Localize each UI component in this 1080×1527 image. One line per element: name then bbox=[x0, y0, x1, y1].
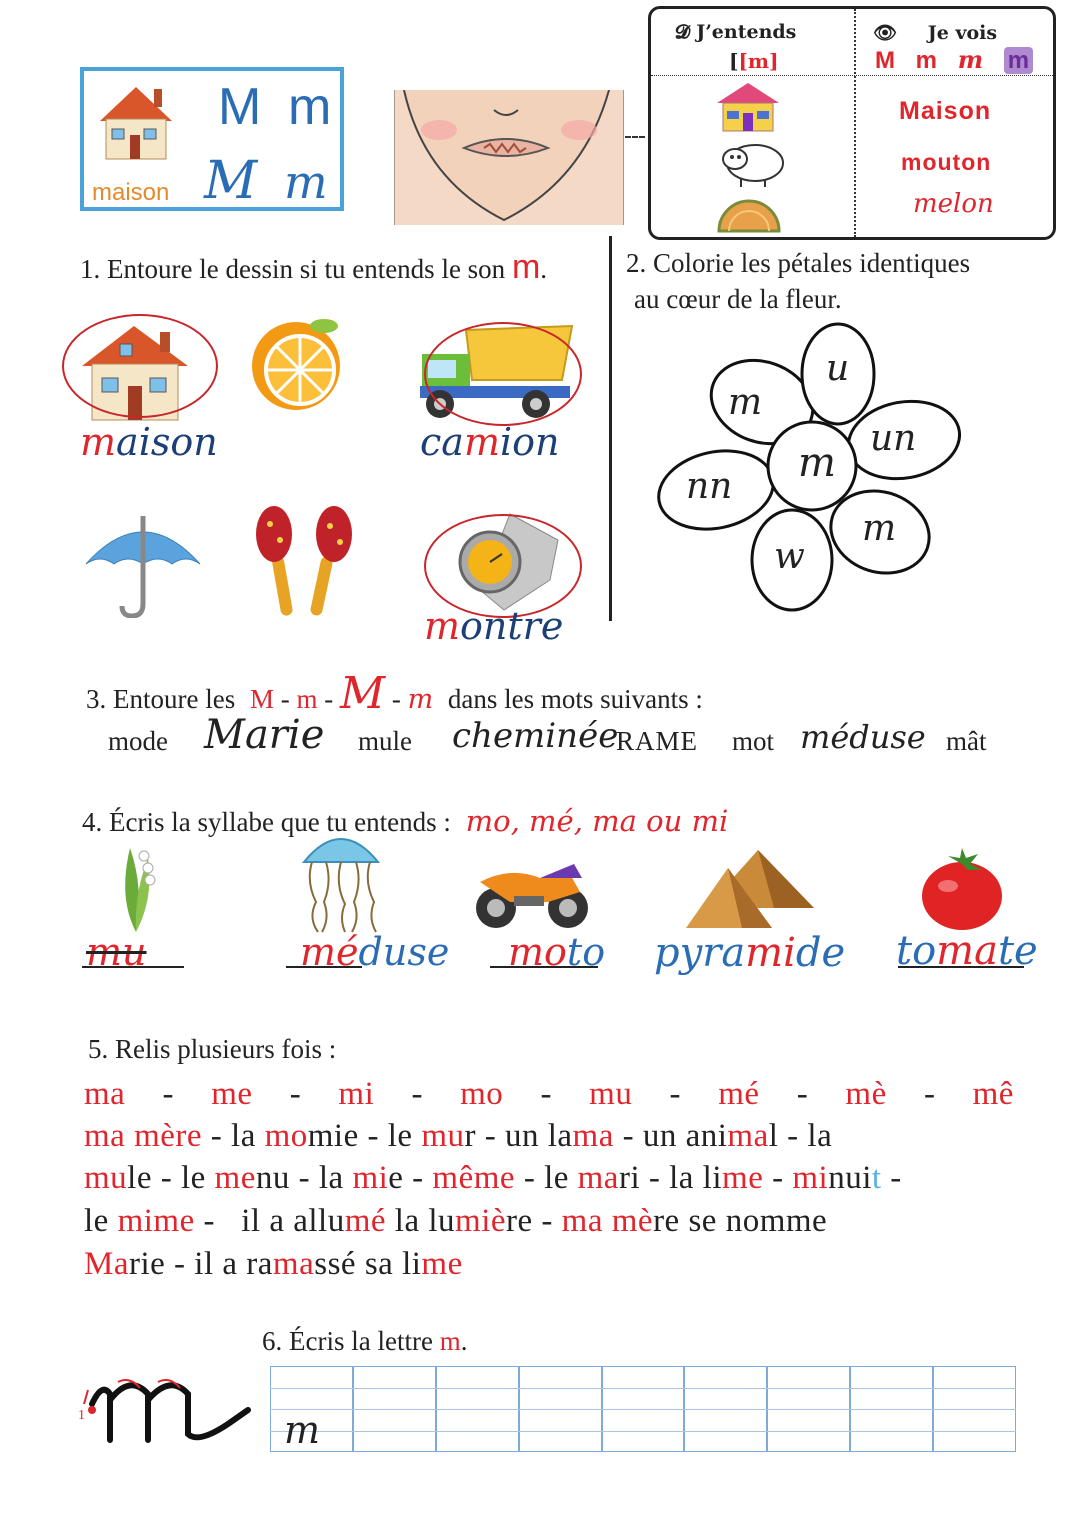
reading-fragment: mé bbox=[344, 1203, 387, 1239]
reading-fragment: mère bbox=[125, 1118, 203, 1154]
reading-fragment: ri - la li bbox=[618, 1160, 723, 1196]
reading-fragment: - bbox=[763, 1160, 793, 1196]
reading-fragment: - un ani bbox=[613, 1118, 728, 1154]
ex3-word: mule bbox=[358, 726, 412, 756]
petal-letter: w bbox=[774, 536, 805, 577]
reading-fragment: ssé sa li bbox=[314, 1246, 422, 1282]
ex4-instruction: 4. Écris la syllabe que tu entends : mo, mé, ma ou mi bbox=[82, 804, 729, 838]
connector-line bbox=[625, 136, 645, 138]
reading-fragment: me bbox=[421, 1246, 463, 1282]
table-divider bbox=[651, 75, 1053, 76]
reading-fragment: mi bbox=[117, 1203, 154, 1239]
reading-fragment: mê bbox=[432, 1160, 474, 1196]
orange-icon bbox=[246, 314, 354, 414]
flower-center-letter: m bbox=[798, 440, 836, 486]
answer-circle bbox=[424, 514, 582, 618]
motorbike-icon bbox=[470, 856, 594, 930]
reading-fragment: le bbox=[84, 1203, 118, 1239]
column-separator bbox=[609, 236, 612, 621]
writing-grid[interactable] bbox=[270, 1366, 1016, 1452]
answer-tomate: tomate bbox=[896, 928, 1038, 974]
reading-fragment: mè bbox=[611, 1203, 654, 1239]
reading-fragment: la lu bbox=[386, 1203, 456, 1239]
ex1-instruction: 1. Entoure le dessin si tu entends le son m. bbox=[80, 248, 548, 286]
reading-fragment: me bbox=[722, 1160, 764, 1196]
ex3-word: mot bbox=[732, 726, 775, 756]
reading-fragment: - la bbox=[202, 1118, 265, 1154]
reading-fragment: ma bbox=[272, 1246, 315, 1282]
reading-fragment: mo bbox=[264, 1118, 308, 1154]
reading-fragment: rie - il a ra bbox=[129, 1246, 273, 1282]
pyramid-icon bbox=[686, 848, 818, 932]
ex3-word: mode bbox=[108, 726, 168, 756]
table-divider bbox=[854, 9, 856, 237]
grid-guide-line bbox=[270, 1388, 1016, 1389]
see-letter: m bbox=[1004, 47, 1033, 74]
ex6-instruction: 6. Écris la lettre m. bbox=[262, 1326, 468, 1356]
word-montre: montre bbox=[424, 604, 564, 648]
reading-fragment: Ma bbox=[84, 1246, 129, 1282]
maracas-icon bbox=[250, 504, 358, 620]
reading-fragment: nui bbox=[828, 1160, 872, 1196]
reading-fragment: mme bbox=[759, 1203, 828, 1239]
answer-mu: mu bbox=[86, 930, 147, 974]
house-icon bbox=[90, 81, 182, 163]
reading-fragment: mie bbox=[307, 1118, 359, 1154]
answer-meduse: méduse bbox=[300, 930, 450, 974]
lily-icon bbox=[104, 838, 168, 934]
table-word: melon bbox=[913, 189, 994, 219]
letter-m-tracing bbox=[78, 1364, 258, 1454]
table-word: mouton bbox=[901, 149, 992, 175]
ex3-word: mât bbox=[946, 726, 987, 756]
tomato-icon bbox=[918, 846, 1006, 932]
answer-moto: moto bbox=[508, 930, 606, 974]
grid-guide-line bbox=[270, 1431, 1016, 1432]
reading-fragment: - le bbox=[515, 1160, 578, 1196]
reading-fragment bbox=[603, 1203, 612, 1239]
melon-icon bbox=[715, 195, 783, 233]
answer-pyramide: pyramide bbox=[654, 930, 846, 976]
reference-table: 𝓓 J’entends [[m] 👁 Je vois M m m m Maison mouton melon bbox=[648, 6, 1056, 240]
letter-upper: M bbox=[218, 78, 262, 136]
reading-fragment: mi bbox=[792, 1160, 829, 1196]
letter-model bbox=[78, 1364, 258, 1454]
reading-fragment: l - la bbox=[768, 1118, 833, 1154]
umbrella-icon bbox=[82, 506, 204, 618]
start-number: 1 bbox=[78, 1408, 85, 1423]
petal-letter: nn bbox=[686, 466, 733, 507]
ex5-reading-line bbox=[84, 1246, 1024, 1283]
letter-lower: m bbox=[288, 78, 332, 136]
ex2-instruction-line2: au cœur de la fleur. bbox=[634, 284, 842, 314]
hear-sound: [m] bbox=[738, 49, 779, 73]
reading-fragment: e - bbox=[388, 1160, 433, 1196]
eye-icon: 👁 bbox=[873, 22, 898, 44]
table-word: Maison bbox=[899, 97, 992, 125]
word-maison: maison bbox=[80, 420, 218, 464]
mouth-illustration bbox=[394, 90, 624, 225]
see-letter: m bbox=[915, 47, 938, 74]
petal-letter: u bbox=[826, 348, 850, 389]
reading-fragment: mi bbox=[352, 1160, 389, 1196]
reading-fragment: ma bbox=[577, 1160, 619, 1196]
reading-fragment: me bbox=[214, 1160, 256, 1196]
cursive-upper: M bbox=[204, 151, 258, 211]
reading-fragment: re - bbox=[506, 1203, 562, 1239]
reading-fragment: ma bbox=[572, 1118, 614, 1154]
petal-letter: un bbox=[870, 418, 917, 459]
reading-fragment: me bbox=[473, 1160, 516, 1196]
see-title: Je vois bbox=[927, 22, 998, 44]
hear-title: J’entends bbox=[696, 21, 797, 43]
reading-fragment: miè bbox=[455, 1203, 507, 1239]
reading-fragment: ma bbox=[727, 1118, 769, 1154]
letter-box bbox=[80, 67, 344, 211]
ear-icon: 𝓓 bbox=[675, 21, 690, 43]
ex5-syllable-row: ma - me - mi - mo - mu - mé - mè - mê bbox=[84, 1076, 1014, 1112]
reading-fragment: mu bbox=[84, 1160, 128, 1196]
grid-guide-line bbox=[270, 1409, 1016, 1410]
petal-letter: m bbox=[862, 508, 897, 549]
jellyfish-icon bbox=[298, 826, 384, 934]
petal-letter: m bbox=[728, 382, 763, 423]
ex1-sound: m bbox=[511, 248, 541, 286]
reading-fragment: - il a allu bbox=[194, 1203, 345, 1239]
reading-fragment: nu - la bbox=[255, 1160, 353, 1196]
see-letter: M bbox=[875, 47, 895, 74]
reading-fragment: re se no bbox=[653, 1203, 760, 1239]
ex5-reading-line bbox=[84, 1118, 1024, 1155]
ex3-word-list bbox=[108, 712, 1008, 772]
house-icon bbox=[713, 81, 783, 133]
reading-fragment: - le bbox=[358, 1118, 422, 1154]
ex3-instruction: 3. Entoure les M - m - M - m dans les mots suivants : bbox=[86, 668, 703, 719]
reading-fragment: ma bbox=[561, 1203, 603, 1239]
ex5-reading-line bbox=[84, 1160, 1024, 1197]
reading-fragment: me bbox=[153, 1203, 195, 1239]
see-letter: m bbox=[957, 45, 984, 74]
word-camion: camion bbox=[420, 420, 560, 464]
ex3-word: RAME bbox=[616, 726, 699, 756]
ex3-word: méduse bbox=[800, 718, 926, 756]
ex3-word: Marie bbox=[204, 712, 325, 758]
reading-fragment: - bbox=[881, 1160, 902, 1196]
reading-fragment: r - un la bbox=[464, 1118, 573, 1154]
reading-fragment: le - le bbox=[127, 1160, 215, 1196]
sheep-icon bbox=[715, 137, 787, 189]
ex5-reading-line bbox=[84, 1203, 1024, 1240]
reading-fragment: t bbox=[871, 1160, 882, 1196]
answer-circle bbox=[62, 314, 218, 418]
ex2-instruction-line1: 2. Colorie les pétales identiques bbox=[626, 248, 971, 278]
reading-fragment: ma bbox=[84, 1118, 126, 1154]
cursive-lower: m bbox=[284, 155, 328, 209]
letter-box-word: maison bbox=[92, 179, 170, 206]
reading-fragment: mu bbox=[421, 1118, 465, 1154]
ex5-instruction: 5. Relis plusieurs fois : bbox=[88, 1034, 337, 1064]
grid-model-letter: m bbox=[284, 1408, 321, 1452]
ex3-word: cheminée bbox=[452, 716, 619, 756]
answer-circle bbox=[424, 322, 582, 426]
